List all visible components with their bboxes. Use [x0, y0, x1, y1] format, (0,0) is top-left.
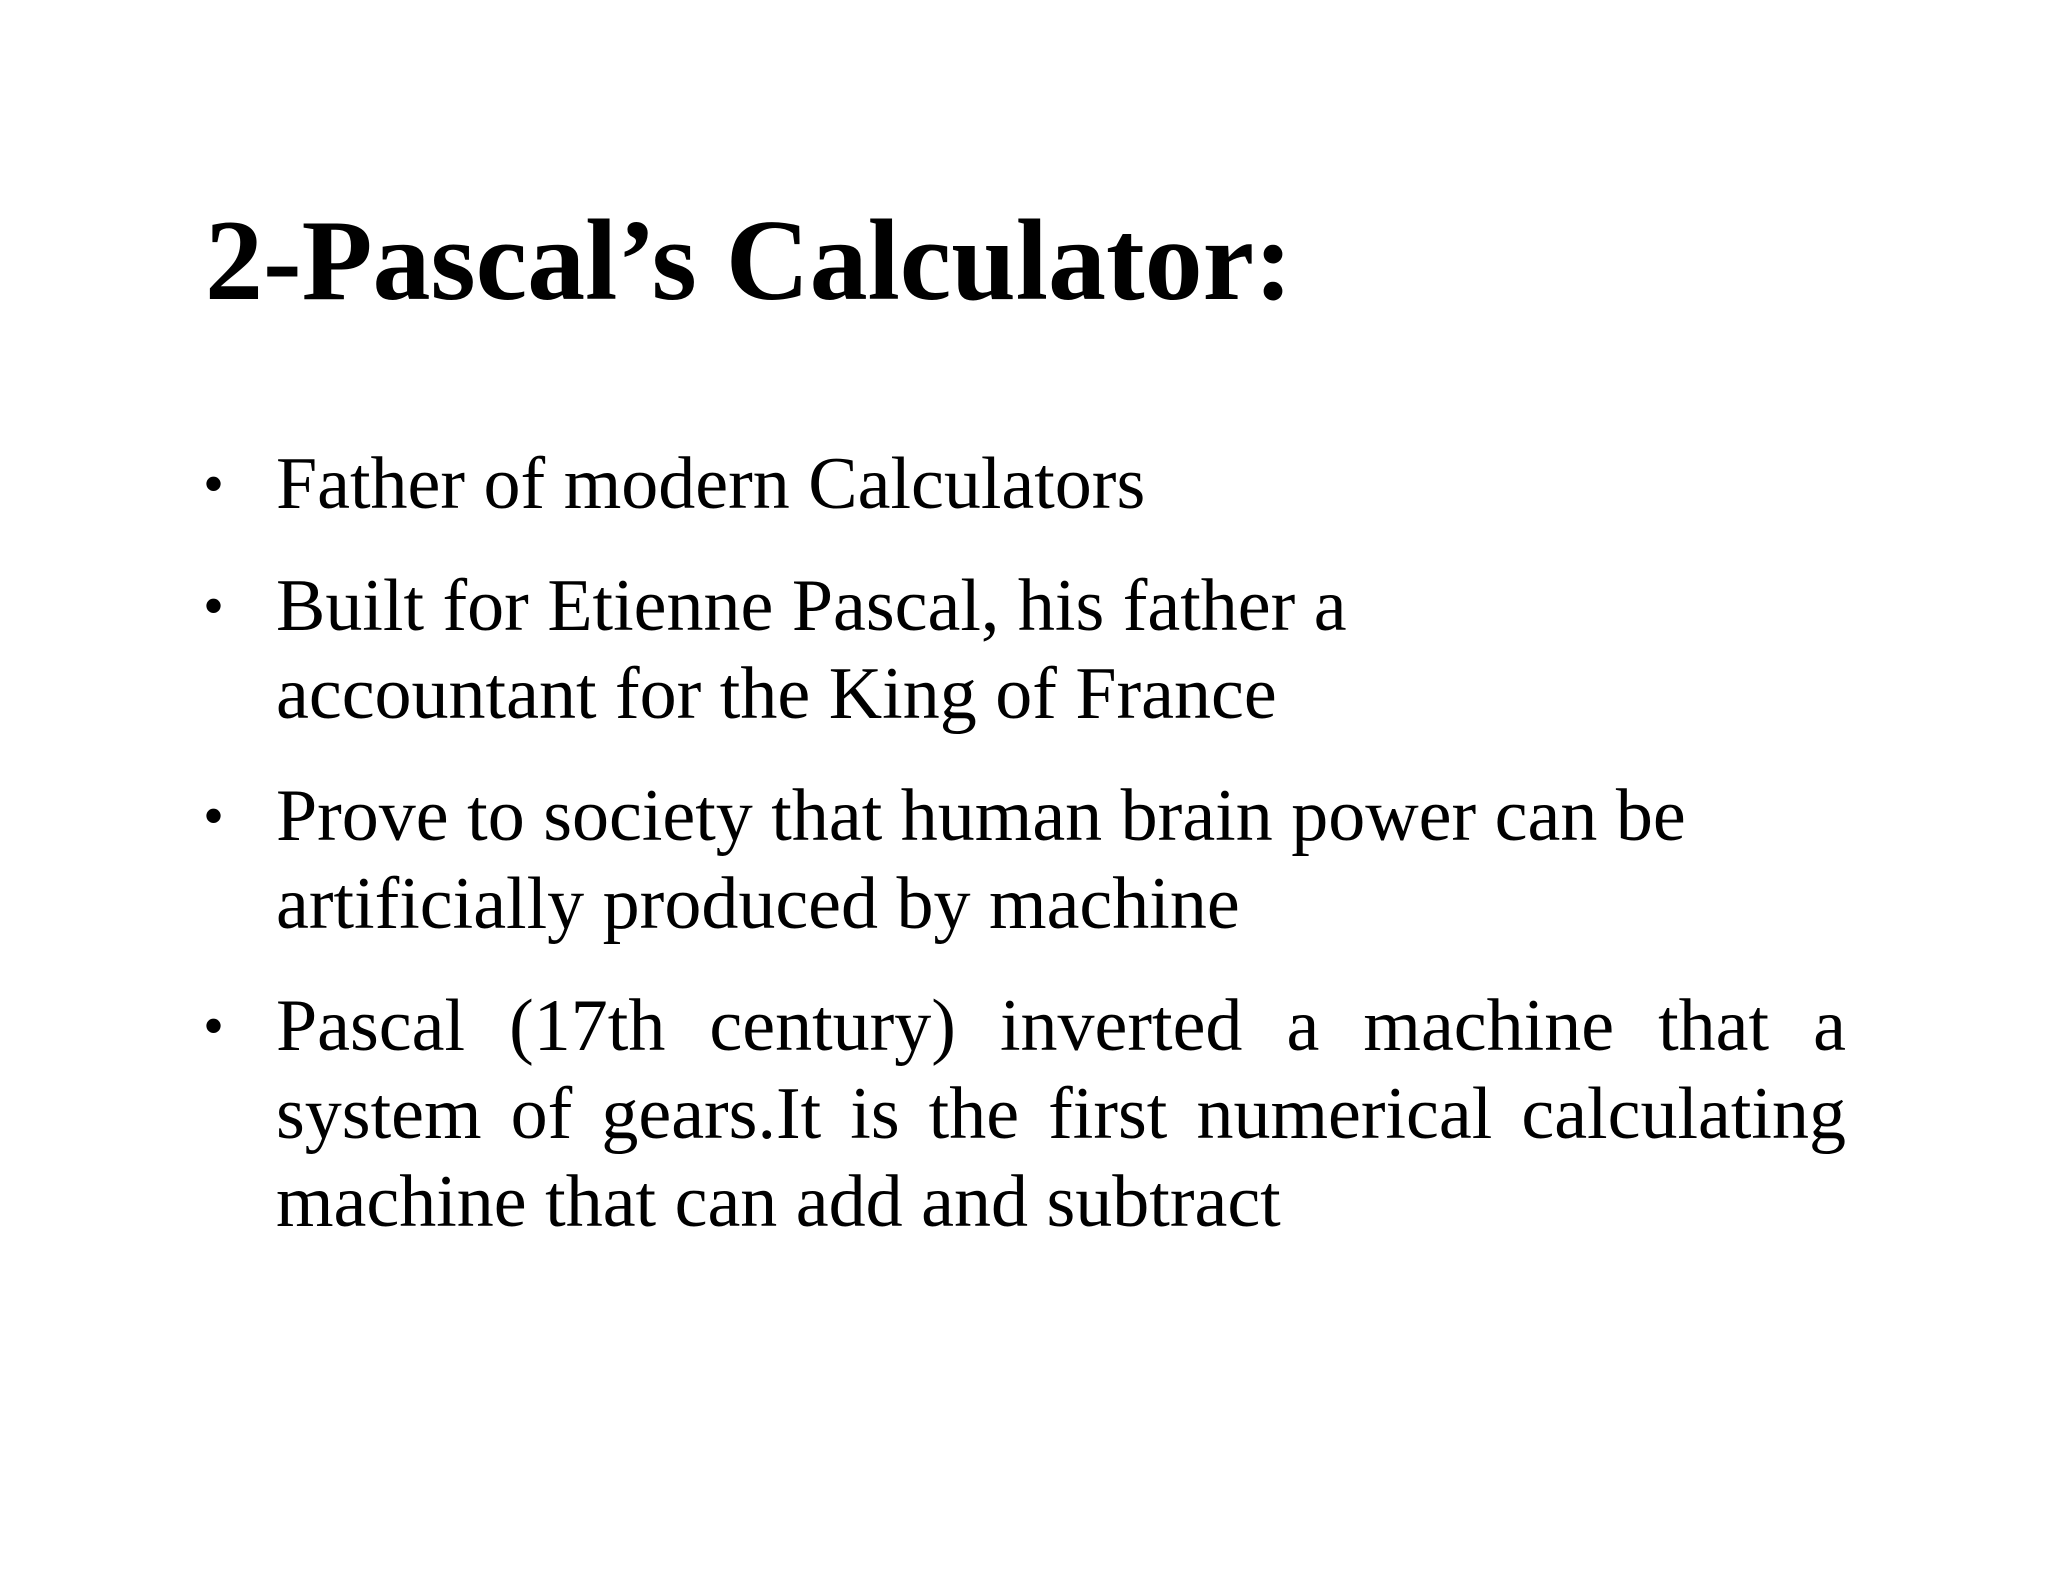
bullet-icon: •: [203, 451, 225, 517]
bullet-list: [203, 440, 1853, 1280]
list-item: [203, 562, 1853, 738]
bullet-icon: •: [203, 993, 225, 1059]
bullet-text: Father of modern Calculators: [276, 443, 1146, 525]
bullet-icon: •: [203, 783, 225, 849]
bullet-text: Pascal (17th century) inverted a machine that a system of gears.It is the first numerical calculating machine that can add and subtract: [276, 985, 1846, 1243]
bullet-text: Prove to society that human brain power can be artificially produced by machine: [276, 775, 1686, 945]
bullet-icon: •: [203, 573, 225, 639]
slide-title: 2-Pascal’s Calculator:: [205, 197, 1293, 325]
bullet-text: Built for Etienne Pascal, his father a accountant for the King of France: [276, 565, 1347, 735]
list-item: [203, 440, 1853, 528]
list-item: [203, 772, 1853, 948]
list-item: [203, 982, 1853, 1246]
